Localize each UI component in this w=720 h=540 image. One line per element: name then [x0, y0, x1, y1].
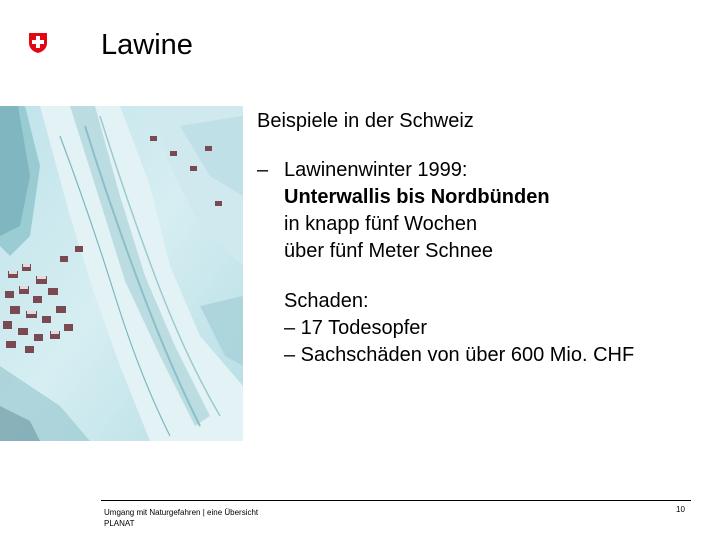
- footer-divider: [101, 500, 691, 501]
- bullet-line-3: in knapp fünf Wochen: [284, 213, 478, 235]
- bullet-line-1: Lawinenwinter 1999:: [284, 159, 468, 181]
- slide-content: [257, 108, 717, 369]
- avalanche-aerial-photo: [0, 106, 243, 441]
- damage-item-fatalities: – 17 Todesopfer: [284, 317, 428, 339]
- damage-label: Schaden:: [284, 290, 369, 312]
- section-heading: Beispiele in der Schweiz: [257, 110, 474, 132]
- footer-line-2: PLANAT: [104, 519, 135, 528]
- page-number: 10: [676, 505, 685, 514]
- bullet-dash: –: [257, 159, 269, 181]
- footer-line-1: Umgang mit Naturgefahren | eine Übersicht: [104, 508, 259, 517]
- bullet-line-2: Unterwallis bis Nordbünden: [284, 186, 550, 208]
- damage-item-costs: – Sachschäden von über 600 Mio. CHF: [284, 344, 635, 366]
- swiss-crest-icon: [27, 32, 49, 54]
- bullet-line-4: über fünf Meter Schnee: [284, 240, 494, 262]
- bullet-avalanche-winter: [257, 157, 717, 369]
- footer-text: [104, 507, 258, 529]
- slide-title: Lawine: [101, 29, 193, 61]
